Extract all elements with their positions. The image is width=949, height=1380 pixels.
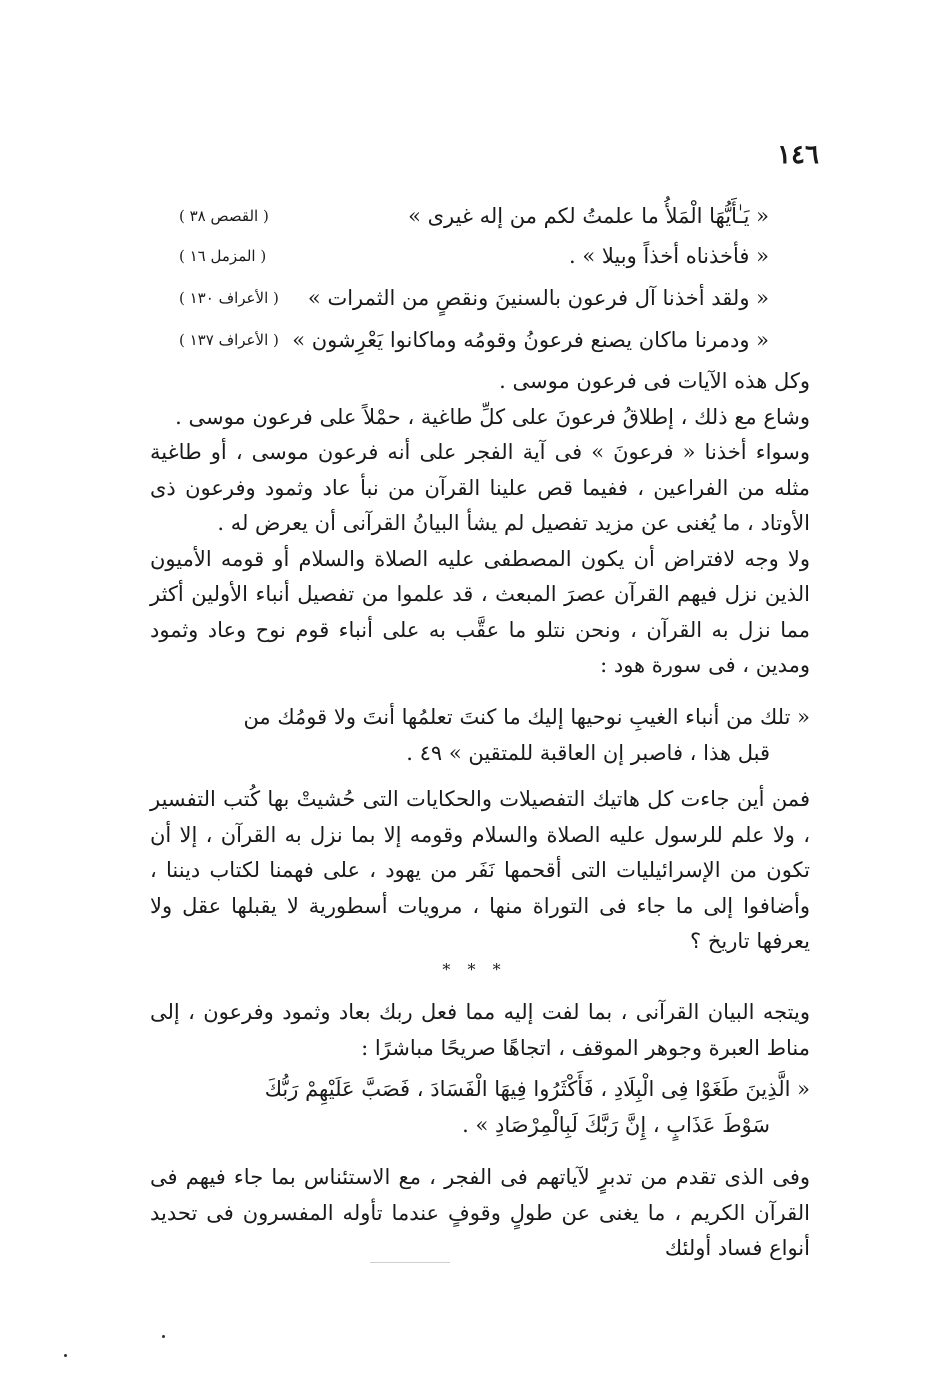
quote-row — [179, 280, 769, 316]
paragraph: ويتجه البيان القرآنى ، بما لفت إليه مما فعل ربك بعاد وثمود وفرعون ، إلى مناط العبرة وجوهر الموقف ، اتجاهًا صريحًا مباشرًا : — [150, 1000, 810, 1060]
quote-line: قبل هذا ، فاصبر إن العاقبة للمتقين » ٤٩ . — [406, 740, 770, 765]
speck-mark — [64, 1354, 67, 1357]
quote-line: « الَّذِينَ طَغَوْا فِى الْبِلَادِ ، فَأَكْثَرُوا فِيهَا الْفَسَادَ ، فَصَبَّ عَلَيْهِمْ رَبُّكَ — [264, 1077, 810, 1101]
body-text-block — [150, 995, 810, 1066]
quote-reference: ( الأعراف ١٣٧ ) — [179, 331, 279, 349]
paragraph: ولا وجه لافتراض أن يكون المصطفى عليه الصلاة والسلام أو قومه الأميون الذين نزل فيهم القرآن عصرَ المبعث ، قد علموا من تفصيل أنباء الأولين أكثر مما نزل به القرآن ، ونحن نتلو ما عقَّب به على أنباء قوم نوح وعاد وثمود ومدين ، فى سورة هود : — [150, 546, 810, 677]
quote-row — [179, 238, 769, 274]
body-text-block — [150, 364, 810, 684]
quote-reference: ( القصص ٣٨ ) — [179, 207, 269, 225]
paragraph: وكل هذه الآيات فى فرعون موسى . — [499, 369, 810, 393]
body-text-block — [150, 782, 810, 960]
quote-verse: « ودمرنا ماكان يصنع فرعونُ وقومُه وماكانوا يَعْرِشون » — [292, 328, 769, 352]
quote-reference: ( المزمل ١٦ ) — [179, 247, 267, 265]
paragraph: وفى الذى تقدم من تدبرٍ لآياتهم فى الفجر ، مع الاستئناس بما جاء فيهم فى القرآن الكريم ، ما يغنى عن طولٍ وقوفٍ عندما تأوله المفسرون فى تحديد أنواع فساد أولئك — [150, 1165, 810, 1260]
paragraph: فمن أين جاءت كل هاتيك التفصيلات والحكايات التى حُشيتْ بها كُتب التفسير ، ولا علم للرسول عليه الصلاة والسلام وقومه إلا بما نزل به القرآن ، إلا أن تكون من الإسرائيليات التى أقحمها نَفَر من يهود ، على فهمنا لكتاب ديننا ، وأضافوا إلى ما جاء فى التوراة منها ، مرويات أسطورية لا يقبلها عقل ولا يعرفها تاريخ ؟ — [150, 787, 810, 953]
quote-line: « تلك من أنباء الغيبِ نوحيها إليك ما كنتَ تعلمُها أنتَ ولا قومُك من — [243, 705, 810, 729]
quote-reference: ( الأعراف ١٣٠ ) — [179, 289, 279, 307]
speck-mark — [162, 1335, 165, 1338]
quote-row — [179, 198, 769, 234]
quote-row — [179, 322, 769, 358]
fajr-quote — [190, 1072, 810, 1143]
page-number: ١٤٦ — [777, 140, 819, 170]
paragraph: وشاع مع ذلك ، إطلاقُ فرعونَ على كلِّ طاغية ، حمْلاً على فرعون موسى . — [175, 404, 810, 429]
quote-verse: « يَـٰأَيُّهَا الْمَلأُ ما علمتُ لكم من إله غيرى » — [408, 204, 769, 228]
section-separator: * * * — [442, 960, 507, 979]
hud-quote — [190, 700, 810, 771]
faint-rule — [370, 1262, 450, 1263]
body-text-block — [150, 1160, 810, 1267]
paragraph: وسواء أخذنا « فرعونَ » فى آية الفجر على أنه فرعون موسى ، أو طاغية مثله من الفراعين ، ففيما قص علينا القرآن من نبأ عاد وثمود وفرعون ذى الأوتاد ، ما يُغنى عن مزيد تفصيل لم يشأ البيانُ القرآنى أن يعرض له . — [150, 440, 810, 535]
quote-line: سَوْطَ عَذَابٍ ، إِنَّ رَبَّكَ لَبِالْمِرْصَادِ » . — [462, 1112, 770, 1137]
quote-verse: « فأخذناه أخذاً وبيلا » . — [569, 244, 769, 268]
quote-verse: « ولقد أخذنا آل فرعون بالسنينَ ونقصٍ من الثمرات » — [307, 286, 769, 310]
